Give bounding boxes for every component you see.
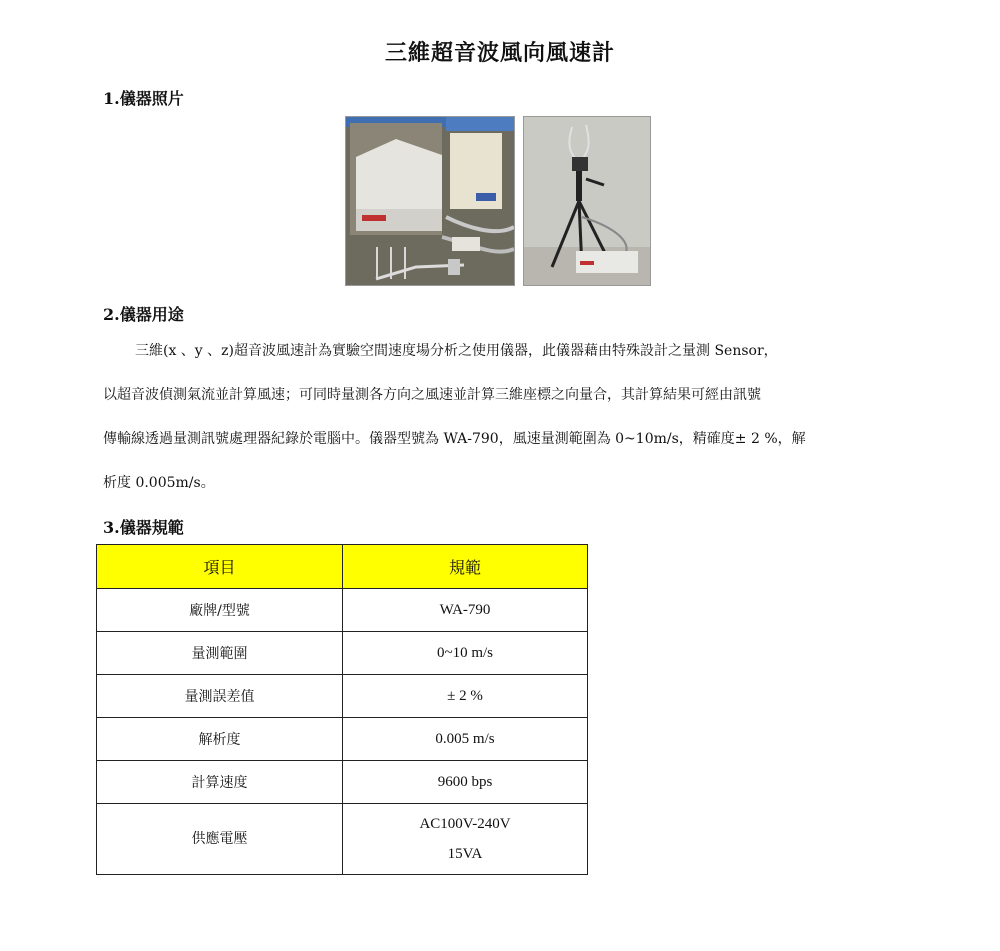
table-header-row <box>97 545 588 589</box>
table-header-item: 項目 <box>97 545 343 589</box>
section-heading-spec: 3.儀器規範 <box>103 518 184 537</box>
table-row <box>97 761 588 804</box>
usage-line: 傳輸線透過量測訊號處理器紀錄於電腦中。儀器型號為 WA-790，風速量測範圍為 0~10m/s，精確度± 2 %，解 <box>103 431 806 447</box>
spec-item: 量測誤差值 <box>97 675 343 718</box>
usage-line: 以超音波偵測氣流並計算風速；可同時量測各方向之風速並計算三維座標之向量合，其計算結果可經由訊號 <box>103 387 761 403</box>
page-title: 三維超音波風向風速計 <box>384 40 615 66</box>
spec-value: ± 2 % <box>343 675 588 718</box>
spec-item: 計算速度 <box>97 761 343 804</box>
spec-item: 廠牌/型號 <box>97 589 343 632</box>
spec-value <box>343 804 588 875</box>
table-row <box>97 589 588 632</box>
section-heading-photos: 1.儀器照片 <box>103 89 184 108</box>
spec-value: WA-790 <box>343 589 588 632</box>
instrument-photo-tripod <box>523 116 651 286</box>
table-row <box>97 675 588 718</box>
spec-value: 0.005 m/s <box>343 718 588 761</box>
usage-line: 三維(x 、y 、z)超音波風速計為實驗空間速度場分析之使用儀器，此儀器藉由特殊設計之量測 Sensor， <box>135 343 778 359</box>
table-row <box>97 718 588 761</box>
table-row <box>97 804 588 875</box>
table-row <box>97 632 588 675</box>
spec-table <box>96 544 588 875</box>
section-heading-usage: 2.儀器用途 <box>103 305 184 324</box>
spec-item: 供應電壓 <box>97 804 343 875</box>
spec-item: 解析度 <box>97 718 343 761</box>
usage-line: 析度 0.005m/s。 <box>103 475 215 491</box>
table-header-spec: 規範 <box>343 545 588 589</box>
instrument-photo-unit <box>345 116 515 286</box>
spec-value: 9600 bps <box>343 761 588 804</box>
spec-value-line: AC100V-240V <box>419 816 511 832</box>
spec-item: 量測範圍 <box>97 632 343 675</box>
spec-value-line: 15VA <box>447 846 483 862</box>
usage-paragraph <box>103 329 893 505</box>
spec-value: 0~10 m/s <box>343 632 588 675</box>
